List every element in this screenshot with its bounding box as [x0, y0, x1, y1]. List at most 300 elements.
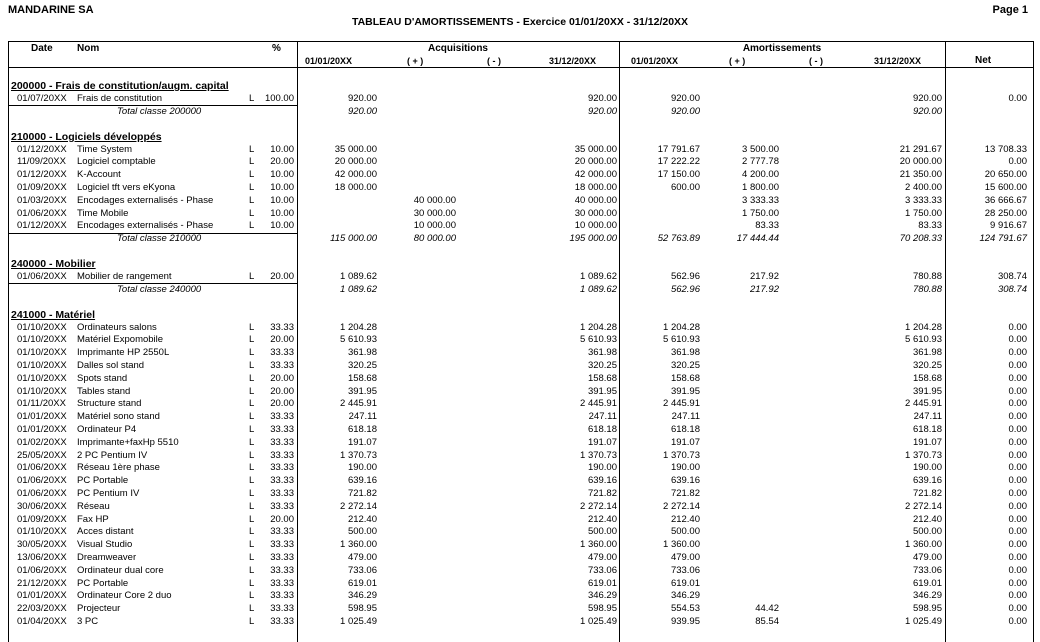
table-row [9, 220, 1033, 233]
row-name: Matériel Expomobile [77, 334, 164, 346]
row-method: L [249, 207, 255, 219]
row-rate: 33.33 [270, 424, 294, 435]
row-method: L [249, 552, 255, 563]
row-name: Logiciel tft vers eKyona [77, 182, 176, 193]
total-acq-start: 115 000.00 [330, 233, 377, 245]
table-row [9, 398, 1033, 411]
row-name: 2 PC Pentium IV [77, 449, 148, 461]
row-method: L [249, 462, 255, 474]
row-am-end: 20 000.00 [899, 156, 942, 168]
row-method: L [249, 616, 255, 627]
row-net: 0.00 [1008, 93, 1027, 104]
row-rate: 33.33 [270, 321, 294, 333]
row-rate: 33.33 [270, 411, 294, 423]
row-am-plus: 44.42 [755, 603, 779, 615]
row-am-start: 190.00 [670, 462, 700, 474]
row-am-end: 346.29 [912, 590, 942, 602]
row-acq-end: 190.00 [587, 462, 617, 474]
row-am-start: 554.53 [670, 603, 700, 615]
total-am-start: 920.00 [670, 105, 700, 117]
row-rate: 20.00 [270, 372, 294, 384]
row-name: Structure stand [77, 398, 142, 410]
row-acq-start: 391.95 [347, 385, 377, 397]
row-net: 0.00 [1008, 552, 1027, 563]
row-rate: 10.00 [270, 194, 294, 206]
table-row [9, 334, 1033, 347]
row-am-start: 212.40 [670, 513, 700, 525]
row-rate: 33.33 [270, 616, 294, 627]
row-am-start: 733.06 [670, 564, 700, 576]
row-rate: 100.00 [264, 93, 294, 104]
row-date: 01/11/20XX [17, 398, 66, 410]
row-rate: 33.33 [270, 526, 294, 538]
row-acq-start: 191.07 [347, 436, 377, 448]
total-label: Total classe 200000 [117, 105, 202, 117]
table-row [9, 271, 1033, 284]
table-row [9, 373, 1033, 386]
row-rate: 33.33 [270, 475, 294, 487]
row-am-start: 500.00 [670, 526, 700, 538]
row-method: L [249, 385, 255, 397]
header-net: Net [975, 55, 992, 66]
row-rate: 10.00 [270, 182, 294, 193]
row-date: 01/12/20XX [17, 220, 67, 232]
table-row [9, 565, 1033, 578]
row-method: L [249, 321, 255, 333]
table-row [9, 501, 1033, 514]
row-rate: 33.33 [270, 552, 294, 563]
row-acq-start: 18 000.00 [334, 182, 377, 193]
row-acq-end: 639.16 [587, 475, 617, 487]
report-title: TABLEAU D'AMORTISSEMENTS - Exercice 01/01/20XX - 31/12/20XX [351, 16, 689, 28]
row-name: Ordinateur Core 2 duo [77, 590, 172, 602]
row-am-plus: 1 750.00 [742, 207, 779, 219]
row-acq-start: 361.98 [347, 347, 377, 359]
row-method: L [249, 577, 255, 589]
row-acq-start: 479.00 [347, 552, 377, 563]
section-title: 210000 - Logiciels développés [11, 130, 162, 143]
row-acq-end: 721.82 [587, 488, 617, 499]
row-am-start: 562.96 [670, 271, 700, 282]
row-method: L [249, 347, 255, 359]
header-amortissements: Amortissements [742, 43, 822, 54]
row-am-end: 2 445.91 [905, 398, 942, 410]
row-method: L [249, 513, 255, 525]
total-am-plus: 217.92 [749, 283, 779, 295]
row-method: L [249, 424, 255, 435]
table-row [9, 475, 1033, 488]
row-rate: 33.33 [270, 360, 294, 371]
row-net: 0.00 [1008, 424, 1027, 435]
row-am-end: 5 610.93 [905, 334, 942, 346]
total-am-plus: 17 444.44 [736, 233, 779, 245]
row-net: 0.00 [1008, 488, 1027, 499]
table-row [9, 424, 1033, 437]
row-acq-start: 247.11 [348, 411, 377, 423]
row-net: 0.00 [1008, 616, 1027, 627]
row-method: L [249, 475, 255, 487]
row-method: L [249, 271, 255, 282]
table-row [9, 169, 1033, 182]
row-date: 01/09/20XX [17, 513, 67, 525]
row-acq-plus: 40 000.00 [413, 194, 456, 206]
header-divider [9, 67, 1033, 68]
table-row [9, 488, 1033, 501]
row-rate: 33.33 [270, 462, 294, 474]
table-row [9, 182, 1033, 195]
row-name: Projecteur [77, 603, 121, 615]
row-net: 0.00 [1008, 500, 1027, 512]
row-date: 01/06/20XX [17, 564, 67, 576]
row-rate: 33.33 [270, 539, 294, 551]
row-date: 01/09/20XX [17, 182, 67, 193]
row-method: L [249, 93, 255, 104]
row-acq-start: 721.82 [347, 488, 377, 499]
section-title: 200000 - Frais de constitution/augm. capital [11, 80, 229, 92]
row-acq-end: 1 370.73 [580, 449, 617, 461]
header-am-plus: ( + ) [729, 56, 746, 66]
row-am-start: 5 610.93 [663, 334, 700, 346]
row-am-end: 2 272.14 [905, 500, 942, 512]
row-am-start: 320.25 [670, 360, 700, 371]
row-acq-start: 1 089.62 [340, 271, 377, 282]
total-row [9, 233, 1033, 246]
row-name: Encodages externalisés - Phase [77, 220, 214, 232]
row-method: L [249, 220, 255, 232]
row-am-plus: 4 200.00 [742, 169, 779, 181]
row-am-plus: 85.54 [755, 616, 779, 627]
row-acq-start: 42 000.00 [334, 169, 377, 181]
table-row [9, 450, 1033, 463]
row-rate: 33.33 [270, 564, 294, 576]
row-date: 01/10/20XX [17, 334, 67, 346]
row-date: 01/10/20XX [17, 372, 67, 384]
row-am-end: 1 025.49 [905, 616, 942, 627]
row-date: 01/06/20XX [17, 488, 67, 499]
row-am-end: 1 750.00 [905, 207, 942, 219]
table-row [9, 526, 1033, 539]
row-net: 0.00 [1008, 526, 1027, 538]
table-row [9, 411, 1033, 424]
row-name: Ordinateurs salons [77, 321, 157, 333]
row-am-start: 247.11 [671, 411, 700, 423]
row-method: L [249, 156, 255, 168]
row-rate: 33.33 [270, 577, 294, 589]
row-am-plus: 1 800.00 [742, 182, 779, 193]
row-acq-end: 247.11 [588, 411, 617, 423]
table-row [9, 616, 1033, 629]
row-method: L [249, 398, 255, 410]
row-net: 0.00 [1008, 321, 1027, 333]
row-net: 0.00 [1008, 436, 1027, 448]
row-am-end: 618.18 [912, 424, 942, 435]
row-acq-end: 391.95 [587, 385, 617, 397]
row-acq-end: 20 000.00 [574, 156, 617, 168]
row-am-end: 639.16 [912, 475, 942, 487]
row-acq-end: 479.00 [587, 552, 617, 563]
row-name: Ordinateur P4 [77, 424, 137, 435]
row-date: 21/12/20XX [17, 577, 67, 589]
row-am-end: 190.00 [912, 462, 942, 474]
row-am-plus: 3 500.00 [742, 143, 779, 155]
total-acq-start: 920.00 [347, 105, 377, 117]
row-acq-start: 920.00 [347, 93, 377, 104]
row-am-end: 83.33 [918, 220, 942, 232]
row-net: 0.00 [1008, 360, 1027, 371]
row-name: Imprimante HP 2550L [77, 347, 170, 359]
row-method: L [249, 143, 255, 155]
row-date: 13/06/20XX [17, 552, 67, 563]
total-acq-start: 1 089.62 [340, 283, 377, 295]
table-row [9, 552, 1033, 565]
table-row [9, 462, 1033, 475]
row-acq-end: 191.07 [587, 436, 617, 448]
row-acq-start: 20 000.00 [334, 156, 377, 168]
row-method: L [249, 169, 255, 181]
row-am-start: 1 204.28 [663, 321, 700, 333]
row-acq-end: 2 445.91 [580, 398, 617, 410]
row-date: 01/12/20XX [17, 169, 67, 181]
page-number: Page 1 [992, 4, 1028, 16]
row-am-end: 212.40 [912, 513, 942, 525]
row-method: L [249, 539, 255, 551]
row-rate: 10.00 [270, 220, 294, 232]
row-rate: 20.00 [270, 513, 294, 525]
section-title: 240000 - Mobilier [11, 258, 96, 270]
row-rate: 33.33 [270, 590, 294, 602]
row-date: 01/07/20XX [17, 93, 67, 104]
row-am-end: 598.95 [912, 603, 942, 615]
row-name: Encodages externalisés - Phase [77, 194, 214, 206]
row-net: 0.00 [1008, 577, 1027, 589]
header-nom: Nom [77, 43, 100, 54]
row-am-start: 17 222.22 [657, 156, 700, 168]
row-name: Réseau [77, 500, 110, 512]
row-acq-end: 10 000.00 [574, 220, 617, 232]
row-am-end: 920.00 [912, 93, 942, 104]
row-acq-end: 346.29 [587, 590, 617, 602]
row-acq-start: 500.00 [347, 526, 377, 538]
row-date: 01/10/20XX [17, 526, 67, 538]
row-name: Spots stand [77, 372, 128, 384]
row-am-end: 1 370.73 [905, 449, 942, 461]
header-am-start: 01/01/20XX [631, 56, 679, 66]
row-am-start: 920.00 [670, 93, 700, 104]
row-method: L [249, 194, 255, 206]
table-row [9, 156, 1033, 169]
row-acq-start: 320.25 [347, 360, 377, 371]
row-date: 01/06/20XX [17, 475, 67, 487]
row-acq-start: 2 272.14 [340, 500, 377, 512]
row-name: PC Pentium IV [77, 488, 140, 499]
row-acq-plus: 10 000.00 [413, 220, 456, 232]
row-am-end: 21 291.67 [899, 143, 942, 155]
row-date: 01/06/20XX [17, 271, 67, 282]
total-am-end: 920.00 [912, 105, 942, 117]
row-acq-start: 158.68 [347, 372, 377, 384]
row-acq-plus: 30 000.00 [413, 207, 456, 219]
row-acq-start: 212.40 [347, 513, 377, 525]
row-net: 0.00 [1008, 156, 1027, 168]
row-rate: 33.33 [270, 347, 294, 359]
row-name: Matériel sono stand [77, 411, 160, 423]
row-am-start: 1 370.73 [663, 449, 700, 461]
row-am-start: 361.98 [670, 347, 700, 359]
table-row [9, 539, 1033, 552]
row-net: 0.00 [1008, 372, 1027, 384]
row-method: L [249, 488, 255, 499]
row-name: PC Portable [77, 577, 129, 589]
row-am-end: 733.06 [912, 564, 942, 576]
total-am-end: 780.88 [912, 283, 942, 295]
total-am-start: 52 763.89 [657, 233, 700, 245]
row-am-end: 21 350.00 [899, 169, 942, 181]
total-acq-end: 1 089.62 [580, 283, 617, 295]
row-acq-end: 30 000.00 [574, 207, 617, 219]
row-am-plus: 217.92 [749, 271, 779, 282]
row-net: 0.00 [1008, 462, 1027, 474]
row-acq-end: 35 000.00 [574, 143, 617, 155]
table-row [9, 603, 1033, 616]
row-acq-end: 1 025.49 [580, 616, 617, 627]
row-name: Tables stand [77, 385, 131, 397]
row-date: 01/10/20XX [17, 321, 67, 333]
row-am-start: 1 360.00 [663, 539, 700, 551]
row-rate: 33.33 [270, 488, 294, 499]
row-net: 0.00 [1008, 564, 1027, 576]
row-name: Dreamweaver [77, 552, 137, 563]
table-row [9, 386, 1033, 399]
row-net: 308.74 [997, 271, 1027, 282]
row-date: 01/10/20XX [17, 347, 67, 359]
row-name: Frais de constitution [77, 93, 163, 104]
row-net: 0.00 [1008, 411, 1027, 423]
total-acq-plus: 80 000.00 [413, 233, 456, 245]
row-rate: 20.00 [270, 334, 294, 346]
row-am-end: 2 400.00 [905, 182, 942, 193]
row-am-start: 158.68 [670, 372, 700, 384]
row-am-start: 17 791.67 [657, 143, 700, 155]
row-date: 01/01/20XX [17, 424, 67, 435]
row-net: 28 250.00 [984, 207, 1027, 219]
row-rate: 20.00 [270, 271, 294, 282]
row-rate: 10.00 [270, 207, 294, 219]
depreciation-table [8, 41, 1034, 642]
header-acq-minus: ( - ) [487, 56, 501, 66]
table-row [9, 578, 1033, 591]
row-date: 25/05/20XX [17, 449, 67, 461]
row-am-start: 939.95 [670, 616, 700, 627]
row-net: 36 666.67 [984, 194, 1027, 206]
row-method: L [249, 411, 255, 423]
table-row [9, 144, 1033, 157]
row-rate: 10.00 [270, 143, 294, 155]
row-net: 0.00 [1008, 449, 1027, 461]
row-date: 01/03/20XX [17, 194, 67, 206]
header-am-end: 31/12/20XX [874, 56, 922, 66]
row-am-start: 479.00 [670, 552, 700, 563]
header-pct: % [272, 43, 281, 54]
row-acq-end: 920.00 [587, 93, 617, 104]
row-am-end: 191.07 [912, 436, 942, 448]
row-acq-end: 320.25 [587, 360, 617, 371]
row-rate: 20.00 [270, 398, 294, 410]
row-am-end: 479.00 [912, 552, 942, 563]
row-am-end: 721.82 [912, 488, 942, 499]
row-name: 3 PC [77, 616, 99, 627]
row-name: Réseau 1ère phase [77, 462, 160, 474]
row-method: L [249, 360, 255, 371]
row-date: 01/10/20XX [17, 360, 67, 371]
row-acq-end: 1 204.28 [580, 321, 617, 333]
total-am-start: 562.96 [670, 283, 700, 295]
row-date: 30/05/20XX [17, 539, 67, 551]
row-acq-end: 1 089.62 [580, 271, 617, 282]
row-rate: 33.33 [270, 449, 294, 461]
row-name: Acces distant [77, 526, 134, 538]
row-am-end: 247.11 [913, 411, 942, 423]
row-am-end: 619.01 [912, 577, 942, 589]
row-method: L [249, 372, 255, 384]
header-acquisitions: Acquisitions [427, 43, 488, 54]
total-acq-end: 195 000.00 [569, 233, 617, 245]
row-date: 22/03/20XX [17, 603, 67, 615]
row-am-plus: 3 333.33 [742, 194, 779, 206]
row-am-end: 3 333.33 [905, 194, 942, 206]
row-name: Logiciel comptable [77, 156, 156, 168]
table-row [9, 347, 1033, 360]
row-date: 01/12/20XX [17, 143, 67, 155]
table-row [9, 514, 1033, 527]
row-am-end: 361.98 [912, 347, 942, 359]
row-rate: 33.33 [270, 436, 294, 448]
row-rate: 33.33 [270, 603, 294, 615]
row-method: L [249, 590, 255, 602]
row-am-start: 600.00 [670, 182, 700, 193]
table-row [9, 195, 1033, 208]
row-rate: 20.00 [270, 385, 294, 397]
company-name: MANDARINE SA [8, 4, 94, 16]
table-row [9, 208, 1033, 221]
total-row [9, 106, 1033, 119]
header-acq-plus: ( + ) [407, 56, 424, 66]
row-net: 15 600.00 [984, 182, 1027, 193]
row-am-end: 1 360.00 [905, 539, 942, 551]
row-net: 0.00 [1008, 590, 1027, 602]
row-method: L [249, 500, 255, 512]
row-acq-end: 212.40 [587, 513, 617, 525]
row-name: Visual Studio [77, 539, 133, 551]
row-method: L [249, 436, 255, 448]
row-date: 01/06/20XX [17, 207, 67, 219]
table-row [9, 437, 1033, 450]
row-am-start: 17 150.00 [657, 169, 700, 181]
row-method: L [249, 526, 255, 538]
row-am-plus: 2 777.78 [742, 156, 779, 168]
row-acq-end: 40 000.00 [574, 194, 617, 206]
row-net: 13 708.33 [984, 143, 1027, 155]
row-acq-end: 598.95 [587, 603, 617, 615]
row-acq-start: 1 204.28 [340, 321, 377, 333]
row-acq-start: 35 000.00 [334, 143, 377, 155]
row-acq-end: 158.68 [587, 372, 617, 384]
row-method: L [249, 334, 255, 346]
row-name: Time System [77, 143, 133, 155]
section-title: 241000 - Matériel [11, 308, 96, 321]
row-net: 0.00 [1008, 475, 1027, 487]
row-am-start: 618.18 [670, 424, 700, 435]
row-acq-end: 618.18 [587, 424, 617, 435]
